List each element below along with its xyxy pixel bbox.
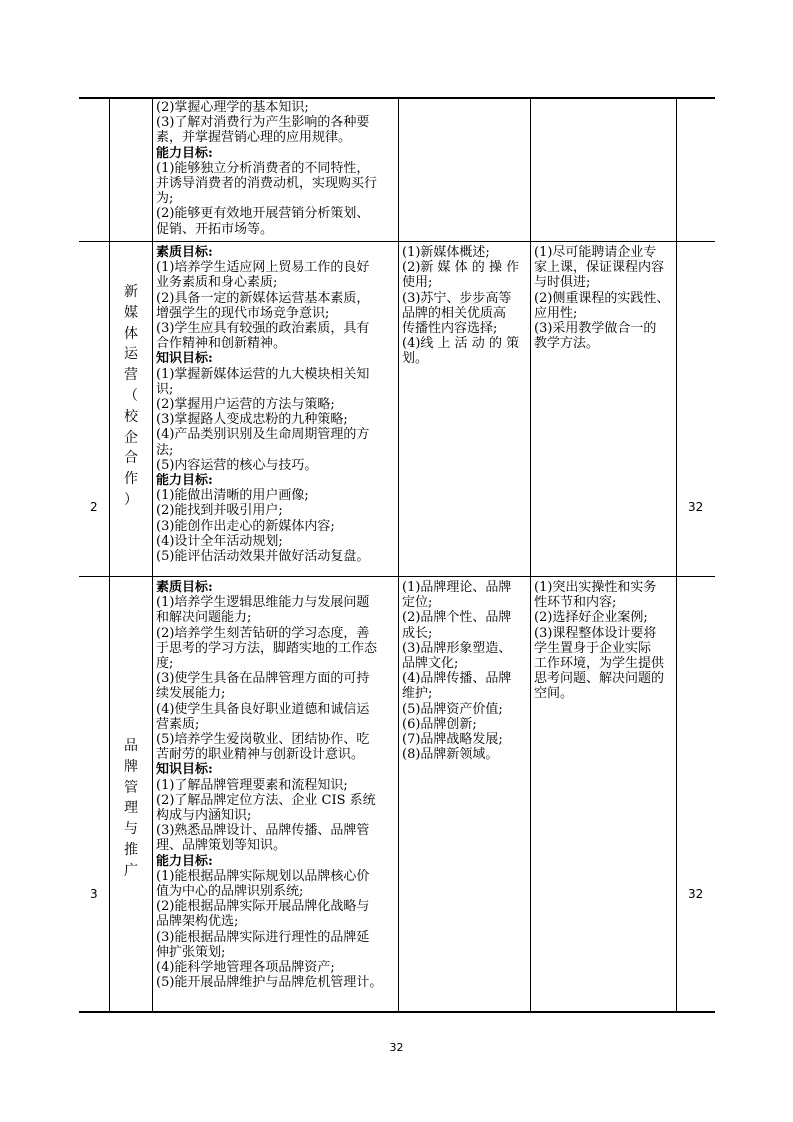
course-name bbox=[121, 282, 141, 511]
text-line: 与时俱进; bbox=[534, 275, 591, 291]
objectives-cell bbox=[156, 100, 396, 237]
text-line: (2)具备一定的新媒体运营基本素质， bbox=[156, 290, 370, 306]
text-line: 性环节和内容; bbox=[534, 595, 617, 611]
text-line: (5)能开展品牌维护与品牌危机管理计。 bbox=[156, 975, 383, 991]
table-bottom-border bbox=[79, 1011, 715, 1013]
text-line: (6)品牌创新; bbox=[402, 716, 477, 732]
text-line: 维护; bbox=[402, 686, 433, 702]
requirements-cell bbox=[534, 580, 674, 702]
course-number: 3 bbox=[90, 887, 98, 901]
text-line: 值为中心的品牌识别系统; bbox=[156, 884, 304, 900]
page-number: 32 bbox=[389, 1041, 404, 1054]
text-line: 续发展能力; bbox=[156, 686, 226, 702]
text-line: 素质目标: bbox=[156, 580, 213, 595]
course-name-char: 推 bbox=[124, 841, 138, 858]
course-name-char: 企 bbox=[124, 429, 138, 446]
text-line: (1)能够独立分析消费者的不同特性， bbox=[156, 160, 370, 176]
text-line: (3)掌握路人变成忠粉的九种策略; bbox=[156, 412, 348, 428]
text-line: (3)学生应具有较强的政治素质，具有 bbox=[156, 321, 370, 337]
text-line: 增强学生的现代市场竞争意识; bbox=[156, 305, 330, 321]
text-line: (1)培养学生逻辑思维能力与发展问题 bbox=[156, 595, 370, 611]
text-line: (2)能找到并吸引用户; bbox=[156, 503, 283, 519]
text-line: (2)掌握用户运营的方法与策略; bbox=[156, 397, 335, 413]
text-line: (3)采用教学做合一的 bbox=[534, 321, 657, 337]
text-line: 于思考的学习方法，脚踏实地的工作态 bbox=[156, 640, 378, 656]
requirements-cell bbox=[534, 245, 674, 351]
course-name-char: 作 bbox=[124, 471, 138, 488]
column-divider bbox=[530, 97, 531, 1013]
objectives-cell bbox=[156, 245, 396, 564]
text-line: (7)品牌战略发展; bbox=[402, 732, 503, 748]
text-line: 使用; bbox=[402, 275, 433, 291]
column-divider bbox=[152, 97, 153, 1013]
text-line: 法; bbox=[156, 442, 174, 458]
text-line: 品牌的相关优质高 bbox=[402, 305, 507, 321]
text-line: 营素质; bbox=[156, 716, 200, 732]
text-line: 识; bbox=[156, 381, 174, 397]
text-line: (1)能做出清晰的用户画像; bbox=[156, 488, 309, 504]
text-line: (1)品牌理论、品牌 bbox=[402, 580, 512, 595]
course-name-char: 理 bbox=[124, 800, 138, 817]
text-line: 构成与内涵知识; bbox=[156, 808, 252, 824]
text-line: 教学方法。 bbox=[534, 336, 600, 352]
text-line: (1)能根据品牌实际规划以品牌核心价 bbox=[156, 868, 370, 884]
course-hours: 32 bbox=[688, 500, 704, 514]
text-line: 能力目标: bbox=[156, 145, 213, 161]
course-name-char: 品 bbox=[124, 738, 138, 754]
text-line: (5)能评估活动效果并做好活动复盘。 bbox=[156, 549, 370, 565]
course-hours: 32 bbox=[688, 887, 704, 901]
text-line: 知识目标: bbox=[156, 762, 213, 778]
course-name-char: （ bbox=[124, 387, 138, 404]
text-line: 素质目标: bbox=[156, 245, 213, 260]
text-line: (3)了解对消费行为产生影响的各种要 bbox=[156, 115, 370, 131]
table-top-border bbox=[79, 97, 715, 99]
text-line: 传播性内容选择; bbox=[402, 321, 498, 337]
text-line: (2)掌握心理学的基本知识; bbox=[156, 100, 309, 115]
text-line: (1)培养学生适应网上贸易工作的良好 bbox=[156, 260, 370, 276]
text-line: (1)掌握新媒体运营的九大模块相关知 bbox=[156, 366, 370, 382]
text-line: (4)品牌传播、品牌 bbox=[402, 671, 512, 687]
course-name-char: 体 bbox=[124, 325, 138, 342]
course-name-char: 校 bbox=[124, 408, 138, 425]
text-line: 空间。 bbox=[534, 686, 574, 702]
text-line: (2)能够更有效地开展营销分析策划、 bbox=[156, 206, 370, 222]
course-name bbox=[121, 736, 141, 882]
text-line: 定位; bbox=[402, 595, 433, 611]
objectives-cell bbox=[156, 580, 396, 990]
text-line: (3)品牌形象塑造、 bbox=[402, 640, 512, 656]
text-line: (4)设计全年活动规划; bbox=[156, 533, 283, 549]
text-line: 度; bbox=[156, 656, 174, 672]
text-line: 品牌架构优选; bbox=[156, 914, 239, 930]
text-line: (4)产品类别识别及生命周期管理的方 bbox=[156, 427, 370, 443]
text-line: (2)新 媒 体 的 操 作 bbox=[402, 260, 520, 276]
course-table bbox=[79, 97, 715, 1013]
text-line: 为; bbox=[156, 191, 174, 207]
text-line: (1)新媒体概述; bbox=[402, 245, 490, 260]
text-line: (2)能根据品牌实际开展品牌化战略与 bbox=[156, 899, 370, 915]
text-line: (2)培养学生刻苦钻研的学习态度，善 bbox=[156, 625, 370, 641]
column-divider bbox=[398, 97, 399, 1013]
text-line: (3)熟悉品牌设计、品牌传播、品牌管 bbox=[156, 823, 370, 839]
text-line: (3)苏宁、步步高等 bbox=[402, 290, 512, 306]
course-name-char: ） bbox=[124, 491, 138, 508]
text-line: 能力目标: bbox=[156, 853, 213, 869]
text-line: 划。 bbox=[402, 351, 429, 367]
text-line: (3)课程整体设计要将 bbox=[534, 625, 657, 641]
course-name-char: 与 bbox=[124, 821, 138, 838]
text-line: (2)了解品牌定位方法、企业 CIS 系统 bbox=[156, 792, 376, 808]
text-line: 理、品牌策划等知识。 bbox=[156, 838, 287, 854]
text-line: 能力目标: bbox=[156, 473, 213, 489]
text-line: (3)能创作出走心的新媒体内容; bbox=[156, 518, 335, 534]
course-name-char: 营 bbox=[124, 367, 138, 384]
course-name-char: 合 bbox=[124, 450, 138, 467]
text-line: 工作环境，为学生提供 bbox=[534, 656, 665, 672]
text-line: (1)尽可能聘请企业专 bbox=[534, 245, 657, 260]
text-line: 思考问题、解决问题的 bbox=[534, 671, 665, 687]
text-line: (2)品牌个性、品牌 bbox=[402, 610, 512, 626]
text-line: (2)选择好企业案例; bbox=[534, 610, 648, 626]
text-line: (3)能根据品牌实际进行理性的品牌延 bbox=[156, 929, 370, 945]
text-line: 成长; bbox=[402, 625, 433, 641]
text-line: 素，并掌握营销心理的应用规律。 bbox=[156, 130, 352, 146]
column-divider bbox=[676, 97, 677, 1013]
row-divider bbox=[79, 576, 715, 577]
column-divider bbox=[109, 97, 110, 1013]
text-line: 学生置身于企业实际 bbox=[534, 640, 652, 656]
text-line: 家上课，保证课程内容 bbox=[534, 260, 665, 276]
content-cell bbox=[402, 580, 528, 762]
course-name-char: 牌 bbox=[124, 758, 138, 775]
text-line: (4)能科学地管理各项品牌资产; bbox=[156, 960, 335, 976]
text-line: 知识目标: bbox=[156, 351, 213, 367]
text-line: (8)品牌新领域。 bbox=[402, 747, 499, 763]
text-line: (5)品牌资产价值; bbox=[402, 701, 503, 717]
text-line: 品牌文化; bbox=[402, 656, 459, 672]
course-name-char: 运 bbox=[124, 346, 138, 363]
course-number: 2 bbox=[90, 500, 98, 514]
text-line: (5)内容运营的核心与技巧。 bbox=[156, 457, 318, 473]
text-line: (4)使学生具备良好职业道德和诚信运 bbox=[156, 701, 370, 717]
text-line: (2)侧重课程的实践性、 bbox=[534, 290, 670, 306]
text-line: (1)突出实操性和实务 bbox=[534, 580, 657, 595]
text-line: (4)线 上 活 动 的 策 bbox=[402, 336, 520, 352]
text-line: 应用性; bbox=[534, 305, 578, 321]
text-line: 业务素质和身心素质; bbox=[156, 275, 278, 291]
course-name-char: 管 bbox=[124, 779, 138, 796]
course-name-char: 广 bbox=[124, 862, 138, 879]
row-divider bbox=[79, 241, 715, 242]
text-line: (1)了解品牌管理要素和流程知识; bbox=[156, 777, 348, 793]
text-line: (3)使学生具备在品牌管理方面的可持 bbox=[156, 671, 370, 687]
text-line: 合作精神和创新精神。 bbox=[156, 336, 287, 352]
course-name-char: 新 bbox=[124, 284, 138, 300]
content-cell bbox=[402, 245, 528, 367]
text-line: 促销、开拓市场等。 bbox=[156, 221, 274, 237]
course-name-char: 媒 bbox=[124, 304, 138, 321]
text-line: 苦耐劳的职业精神与创新设计意识。 bbox=[156, 747, 365, 763]
text-line: (5)培养学生爱岗敬业、团结协作、吃 bbox=[156, 732, 370, 748]
text-line: 并诱导消费者的消费动机，实现购买行 bbox=[156, 176, 378, 192]
text-line: 伸扩张策划; bbox=[156, 944, 226, 960]
text-line: 和解决问题能力; bbox=[156, 610, 252, 626]
